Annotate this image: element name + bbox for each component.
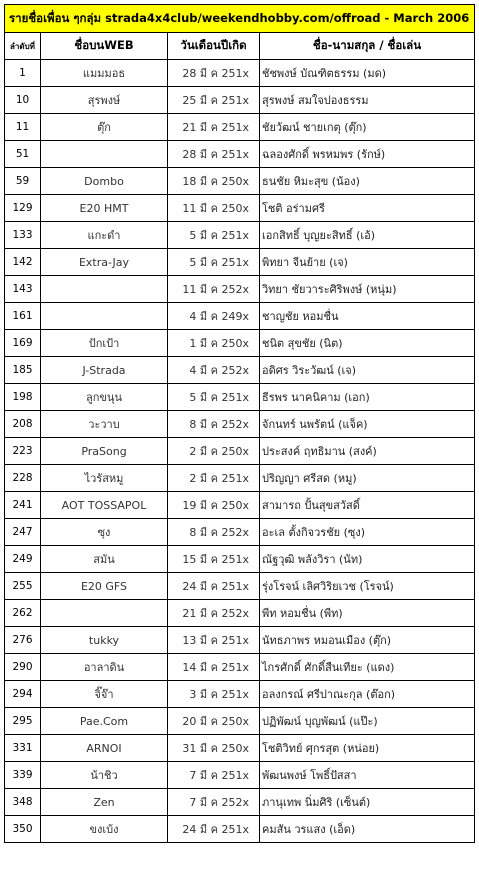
cell-birth-date: 2 มี ค 251x (168, 465, 260, 492)
cell-full-name: โชติวิทย์ ศุกรสุต (หน่อย) (260, 735, 475, 762)
table-row (5, 600, 475, 627)
header-row (5, 33, 475, 60)
cell-no: 185 (5, 357, 41, 384)
cell-full-name: สามารถ ปั้นสุขสวัสดิ์ (260, 492, 475, 519)
cell-birth-date: 19 มี ค 250x (168, 492, 260, 519)
cell-web-name: tukky (41, 627, 168, 654)
table-row (5, 249, 475, 276)
cell-no: 129 (5, 195, 41, 222)
cell-web-name: Pae.Com (41, 708, 168, 735)
table-row (5, 762, 475, 789)
cell-full-name: ไกรศักดิ์ ศักดิ์สืนเทียะ (แดง) (260, 654, 475, 681)
table-row (5, 627, 475, 654)
cell-full-name: พัฒนพงษ์ โพธิ์ปัสสา (260, 762, 475, 789)
cell-full-name: นัทธภาพร หมอนเมือง (ตุ๊ก) (260, 627, 475, 654)
cell-no: 262 (5, 600, 41, 627)
table-row (5, 330, 475, 357)
cell-web-name: E20 GFS (41, 573, 168, 600)
cell-web-name: แกะดำ (41, 222, 168, 249)
table-row (5, 411, 475, 438)
cell-web-name: PraSong (41, 438, 168, 465)
cell-birth-date: 20 มี ค 250x (168, 708, 260, 735)
cell-no: 290 (5, 654, 41, 681)
table-row (5, 195, 475, 222)
cell-web-name: ขงเบ้ง (41, 816, 168, 843)
header-full-name: ชื่อ-นามสกุล / ชื่อเล่น (260, 33, 475, 60)
table-row (5, 438, 475, 465)
cell-full-name: ชาญชัย หอมชื่น (260, 303, 475, 330)
cell-web-name (41, 303, 168, 330)
sheet-title: รายชื่อเพื่อน ๆกลุ่ม strada4x4club/weekendhobby.com/offroad - March 2006 (5, 5, 475, 33)
cell-birth-date: 31 มี ค 250x (168, 735, 260, 762)
birthday-sheet (4, 4, 474, 843)
table-row (5, 735, 475, 762)
cell-web-name: Dombo (41, 168, 168, 195)
cell-no: 339 (5, 762, 41, 789)
table-row (5, 114, 475, 141)
table-body (5, 60, 475, 843)
table-row (5, 492, 475, 519)
cell-full-name: ธนชัย หิมะสุข (น้อง) (260, 168, 475, 195)
cell-full-name: ชัยวัฒน์ ชายเกตุ (ตุ๊ก) (260, 114, 475, 141)
cell-no: 295 (5, 708, 41, 735)
cell-web-name: สุรพงษ์ (41, 87, 168, 114)
table-row (5, 816, 475, 843)
cell-web-name: ปักเป้า (41, 330, 168, 357)
table-row (5, 276, 475, 303)
cell-full-name: วิทยา ชัยวาระศิริพงษ์ (หนุ่ม) (260, 276, 475, 303)
cell-no: 1 (5, 60, 41, 87)
cell-full-name: ฉลองศักดิ์ พรหมพร (รักษ์) (260, 141, 475, 168)
cell-web-name: ลูกขนุน (41, 384, 168, 411)
cell-no: 143 (5, 276, 41, 303)
cell-no: 51 (5, 141, 41, 168)
header-no: ลำดับที่ (5, 33, 41, 60)
table-row (5, 168, 475, 195)
table-row (5, 222, 475, 249)
cell-full-name: โชติ อร่ามศรี (260, 195, 475, 222)
cell-birth-date: 15 มี ค 251x (168, 546, 260, 573)
table-row (5, 654, 475, 681)
cell-birth-date: 4 มี ค 249x (168, 303, 260, 330)
cell-no: 350 (5, 816, 41, 843)
cell-birth-date: 5 มี ค 251x (168, 222, 260, 249)
cell-web-name (41, 600, 168, 627)
cell-full-name: ภานุเทพ นิ่มศิริ (เซ็นต์) (260, 789, 475, 816)
cell-birth-date: 24 มี ค 251x (168, 573, 260, 600)
cell-birth-date: 28 มี ค 251x (168, 60, 260, 87)
table-row (5, 303, 475, 330)
table-row (5, 384, 475, 411)
cell-birth-date: 21 มี ค 251x (168, 114, 260, 141)
cell-birth-date: 5 มี ค 251x (168, 249, 260, 276)
cell-birth-date: 3 มี ค 251x (168, 681, 260, 708)
cell-no: 249 (5, 546, 41, 573)
cell-web-name: ARNOI (41, 735, 168, 762)
cell-no: 276 (5, 627, 41, 654)
header-birth-date: วันเดือนปีเกิด (168, 33, 260, 60)
cell-full-name: อะเล ตั้งกิจวรชัย (ซุง) (260, 519, 475, 546)
table-row (5, 681, 475, 708)
table-row (5, 789, 475, 816)
cell-birth-date: 1 มี ค 250x (168, 330, 260, 357)
cell-full-name: พีท หอมชื่น (พีท) (260, 600, 475, 627)
cell-full-name: ประสงค์ ฤทธิมาน (สงค์) (260, 438, 475, 465)
cell-birth-date: 25 มี ค 251x (168, 87, 260, 114)
cell-full-name: ชัชพงษ์ บัณฑิตธรรม (มด) (260, 60, 475, 87)
cell-birth-date: 28 มี ค 251x (168, 141, 260, 168)
cell-birth-date: 5 มี ค 251x (168, 384, 260, 411)
cell-web-name (41, 276, 168, 303)
cell-birth-date: 24 มี ค 251x (168, 816, 260, 843)
cell-no: 223 (5, 438, 41, 465)
table-row (5, 141, 475, 168)
cell-full-name: พิทยา จีนย้าย (เจ) (260, 249, 475, 276)
cell-no: 348 (5, 789, 41, 816)
cell-birth-date: 13 มี ค 251x (168, 627, 260, 654)
cell-full-name: ปฏิพัฒน์ บุญพัฒน์ (แป๊ะ) (260, 708, 475, 735)
cell-birth-date: 21 มี ค 252x (168, 600, 260, 627)
cell-no: 10 (5, 87, 41, 114)
cell-full-name: อดิศร วิระวัฒน์ (เจ) (260, 357, 475, 384)
cell-web-name: จิ๊จ๊า (41, 681, 168, 708)
cell-no: 294 (5, 681, 41, 708)
cell-birth-date: 18 มี ค 250x (168, 168, 260, 195)
cell-no: 133 (5, 222, 41, 249)
table-row (5, 546, 475, 573)
cell-full-name: รุ่งโรจน์ เลิศวิริยเวช (โรจน์) (260, 573, 475, 600)
table-row (5, 87, 475, 114)
header-web-name: ชื่อบนWEB (41, 33, 168, 60)
cell-full-name: ธีรพร นาคนิคาม (เอก) (260, 384, 475, 411)
cell-no: 228 (5, 465, 41, 492)
cell-no: 11 (5, 114, 41, 141)
cell-web-name: AOT TOSSAPOL (41, 492, 168, 519)
cell-web-name: ตุ๊ก (41, 114, 168, 141)
cell-birth-date: 4 มี ค 252x (168, 357, 260, 384)
cell-birth-date: 7 มี ค 252x (168, 789, 260, 816)
cell-web-name: สมัน (41, 546, 168, 573)
cell-web-name: อาลาดิน (41, 654, 168, 681)
cell-full-name: สุรพงษ์ สมใจปองธรรม (260, 87, 475, 114)
table-row (5, 519, 475, 546)
cell-web-name: ซุง (41, 519, 168, 546)
cell-no: 247 (5, 519, 41, 546)
table-row (5, 465, 475, 492)
table-row (5, 708, 475, 735)
cell-full-name: เอกสิทธิ์ บุญยะสิทธิ์ (เอ้) (260, 222, 475, 249)
cell-full-name: ปริญญา ศรีสด (หมู) (260, 465, 475, 492)
cell-birth-date: 14 มี ค 251x (168, 654, 260, 681)
cell-web-name: J-Strada (41, 357, 168, 384)
cell-web-name: แมมมอธ (41, 60, 168, 87)
cell-no: 331 (5, 735, 41, 762)
cell-web-name: น้าชิว (41, 762, 168, 789)
cell-no: 208 (5, 411, 41, 438)
cell-web-name: Zen (41, 789, 168, 816)
cell-birth-date: 11 มี ค 250x (168, 195, 260, 222)
cell-no: 142 (5, 249, 41, 276)
table-row (5, 60, 475, 87)
cell-full-name: อลงกรณ์ ศรีปาณะกุล (ต๊อก) (260, 681, 475, 708)
cell-birth-date: 8 มี ค 252x (168, 519, 260, 546)
cell-birth-date: 7 มี ค 251x (168, 762, 260, 789)
cell-web-name: วะวาบ (41, 411, 168, 438)
cell-no: 161 (5, 303, 41, 330)
cell-web-name: Extra-Jay (41, 249, 168, 276)
table-row (5, 357, 475, 384)
table-row (5, 573, 475, 600)
title-row (5, 5, 475, 33)
cell-no: 198 (5, 384, 41, 411)
cell-web-name (41, 141, 168, 168)
cell-no: 241 (5, 492, 41, 519)
cell-no: 169 (5, 330, 41, 357)
member-table (4, 4, 475, 843)
cell-no: 59 (5, 168, 41, 195)
cell-web-name: E20 HMT (41, 195, 168, 222)
cell-birth-date: 11 มี ค 252x (168, 276, 260, 303)
cell-full-name: ชนิต สุขชัย (นิต) (260, 330, 475, 357)
cell-full-name: จักนทร์ นพรัตน์ (แจ็ค) (260, 411, 475, 438)
cell-web-name: ไวรัสหมู (41, 465, 168, 492)
cell-full-name: ณัฐวุฒิ พลังวิรา (นัท) (260, 546, 475, 573)
cell-no: 255 (5, 573, 41, 600)
cell-full-name: คมสัน วรแสง (เอ็ด) (260, 816, 475, 843)
cell-birth-date: 8 มี ค 252x (168, 411, 260, 438)
cell-birth-date: 2 มี ค 250x (168, 438, 260, 465)
